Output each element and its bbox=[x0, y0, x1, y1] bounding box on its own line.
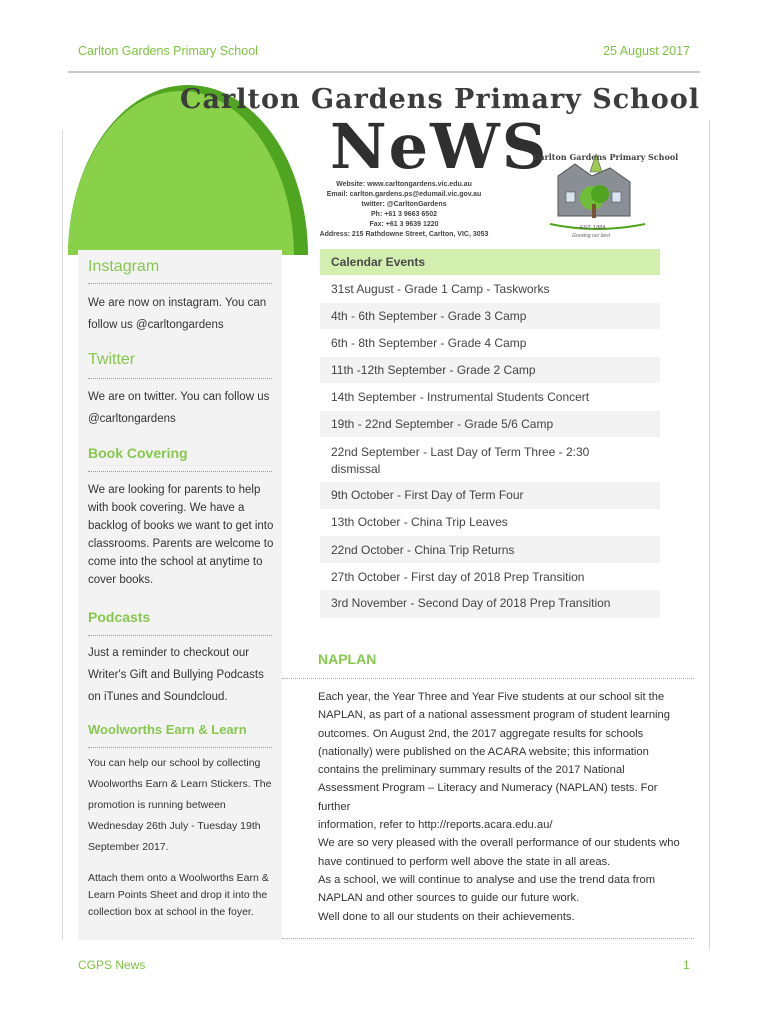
contact-website: Website: www.carltongardens.vic.edu.au bbox=[336, 181, 472, 188]
woolworths-text bbox=[88, 753, 274, 858]
book-covering-line: backlog of books we want to get into bbox=[88, 520, 274, 532]
naplan-rule bbox=[282, 678, 694, 679]
woolworths-line: September 2017. bbox=[88, 841, 169, 853]
calendar-event: 3rd November - Second Day of 2018 Prep Transition bbox=[320, 590, 660, 618]
woolworths-rule bbox=[88, 747, 272, 748]
footer-title: CGPS News bbox=[78, 958, 146, 972]
logo-caption: Carlton Gardens Primary School bbox=[533, 152, 679, 162]
woolworths-line: collection box at school in the foyer. bbox=[88, 906, 254, 918]
twitter-line: We are on twitter. You can follow us bbox=[88, 391, 270, 403]
calendar-event: 4th - 6th September - Grade 3 Camp bbox=[320, 303, 660, 329]
naplan-line: outcomes. On August 2nd, the 2017 aggregate results for schools bbox=[318, 727, 644, 740]
instagram-line: We are now on instagram. You can bbox=[88, 297, 267, 309]
naplan-line: contains the preliminary summary results of the 2017 National bbox=[318, 764, 625, 777]
naplan-line: Assessment Program – Literacy and Numeracy (NAPLAN) tests. For further bbox=[318, 782, 658, 813]
page-number: 1 bbox=[683, 958, 690, 972]
instagram-rule bbox=[88, 283, 272, 284]
calendar-event: 11th -12th September - Grade 2 Camp bbox=[320, 357, 660, 383]
contact-fax: Fax: +61 3 9639 1220 bbox=[369, 221, 439, 228]
calendar-event: 9th October - First Day of Term Four bbox=[320, 482, 660, 509]
sidebar bbox=[78, 250, 282, 940]
woolworths-line: promotion is running between bbox=[88, 799, 226, 811]
book-covering-rule bbox=[88, 471, 272, 472]
book-covering-line: classrooms. Parents are welcome to bbox=[88, 538, 274, 550]
contact-twitter: twitter: @CarltonGardens bbox=[361, 201, 447, 208]
calendar-heading: Calendar Events bbox=[320, 249, 660, 275]
naplan-line: have continued to perform well above the state in all areas. bbox=[318, 855, 611, 868]
bottom-rule bbox=[282, 938, 694, 939]
calendar-event: 27th October - First day of 2018 Prep Transition bbox=[331, 570, 585, 584]
podcasts-line: Writer's Gift and Bullying Podcasts bbox=[88, 669, 264, 681]
book-covering-line: with book covering. We have a bbox=[88, 502, 245, 514]
masthead-news: NeWS bbox=[330, 110, 549, 183]
masthead-title: Carlton Gardens Primary School bbox=[180, 84, 701, 115]
page-frame-right bbox=[709, 120, 710, 950]
podcasts-text bbox=[88, 642, 274, 708]
woolworths-line: Learn Points Sheet and drop it into the bbox=[88, 889, 268, 901]
calendar-event bbox=[320, 444, 660, 480]
instagram-line: follow us @carltongardens bbox=[88, 319, 224, 331]
twitter-text bbox=[88, 386, 274, 430]
naplan-line: (nationally) were published on the ACARA website; this information bbox=[318, 745, 649, 758]
woolworths-heading: Woolworths Earn & Learn bbox=[88, 722, 247, 737]
naplan-line: NAPLAN and other sources to guide our future work. bbox=[318, 892, 580, 905]
header-school-name: Carlton Gardens Primary School bbox=[78, 44, 258, 58]
woolworths-line: Woolworths Earn & Learn Stickers. The bbox=[88, 778, 272, 790]
podcasts-rule bbox=[88, 635, 272, 636]
twitter-heading: Twitter bbox=[88, 351, 136, 368]
naplan-line: We are so very pleased with the overall performance of our students who bbox=[318, 837, 680, 850]
naplan-body bbox=[318, 688, 688, 926]
instagram-text bbox=[88, 292, 274, 336]
calendar-event: 22nd October - China Trip Returns bbox=[320, 536, 660, 563]
calendar-event: 14th September - Instrumental Students Concert bbox=[331, 390, 590, 404]
calendar-event-line: 22nd September - Last Day of Term Three - 2:30 bbox=[331, 445, 590, 459]
podcasts-line: on iTunes and Soundcloud. bbox=[88, 691, 228, 703]
naplan-line: NAPLAN, as part of a national assessment program of student learning bbox=[318, 709, 670, 722]
logo-motto: Growing our best bbox=[572, 233, 611, 239]
naplan-line: information, refer to http://reports.acara.edu.au/ bbox=[318, 819, 553, 832]
calendar-event-line: dismissal bbox=[331, 462, 381, 476]
podcasts-line: Just a reminder to checkout our bbox=[88, 647, 250, 659]
contact-address: Address: 215 Rathdowne Street, Carlton, VIC, 3053 bbox=[319, 231, 489, 238]
header-date: 25 August 2017 bbox=[603, 44, 690, 58]
naplan-line: As a school, we will continue to analyse and use the trend data from bbox=[318, 873, 656, 886]
podcasts-heading: Podcasts bbox=[88, 609, 151, 625]
naplan-line: Well done to all our students on their achievements. bbox=[318, 910, 575, 923]
woolworths-line: Attach them onto a Woolworths Earn & bbox=[88, 872, 269, 884]
naplan-heading: NAPLAN bbox=[318, 651, 377, 667]
instagram-heading: Instagram bbox=[88, 258, 160, 275]
book-covering-heading: Book Covering bbox=[88, 445, 188, 461]
contact-phone: Ph: +61 3 9663 6502 bbox=[371, 211, 437, 218]
book-covering-line: come into the school at anytime to bbox=[88, 556, 263, 568]
twitter-rule bbox=[88, 378, 272, 379]
woolworths-line: You can help our school by collecting bbox=[88, 757, 261, 769]
running-header bbox=[78, 44, 690, 64]
logo-est: EST. 1884 bbox=[580, 225, 606, 231]
book-covering-line: We are looking for parents to help bbox=[88, 484, 261, 496]
header-rule bbox=[68, 71, 700, 73]
naplan-line: Each year, the Year Three and Year Five students at our school sit the bbox=[318, 691, 665, 703]
calendar-event: 31st August - Grade 1 Camp - Taskworks bbox=[331, 282, 550, 296]
contact-email: Email: carlton.gardens.ps@edumail.vic.gov.au bbox=[326, 191, 482, 198]
book-covering-line: cover books. bbox=[88, 574, 154, 586]
book-covering-text bbox=[88, 481, 274, 589]
woolworths-line: Wednesday 26th July - Tuesday 19th bbox=[88, 820, 261, 832]
calendar-event: 13th October - China Trip Leaves bbox=[331, 515, 508, 529]
contact-block bbox=[318, 180, 490, 240]
calendar-event: 6th - 8th September - Grade 4 Camp bbox=[331, 336, 527, 350]
calendar-event: 19th - 22nd September - Grade 5/6 Camp bbox=[320, 411, 660, 437]
page-frame-left bbox=[62, 130, 63, 940]
woolworths-text-2 bbox=[88, 870, 274, 921]
twitter-line: @carltongardens bbox=[88, 413, 176, 425]
